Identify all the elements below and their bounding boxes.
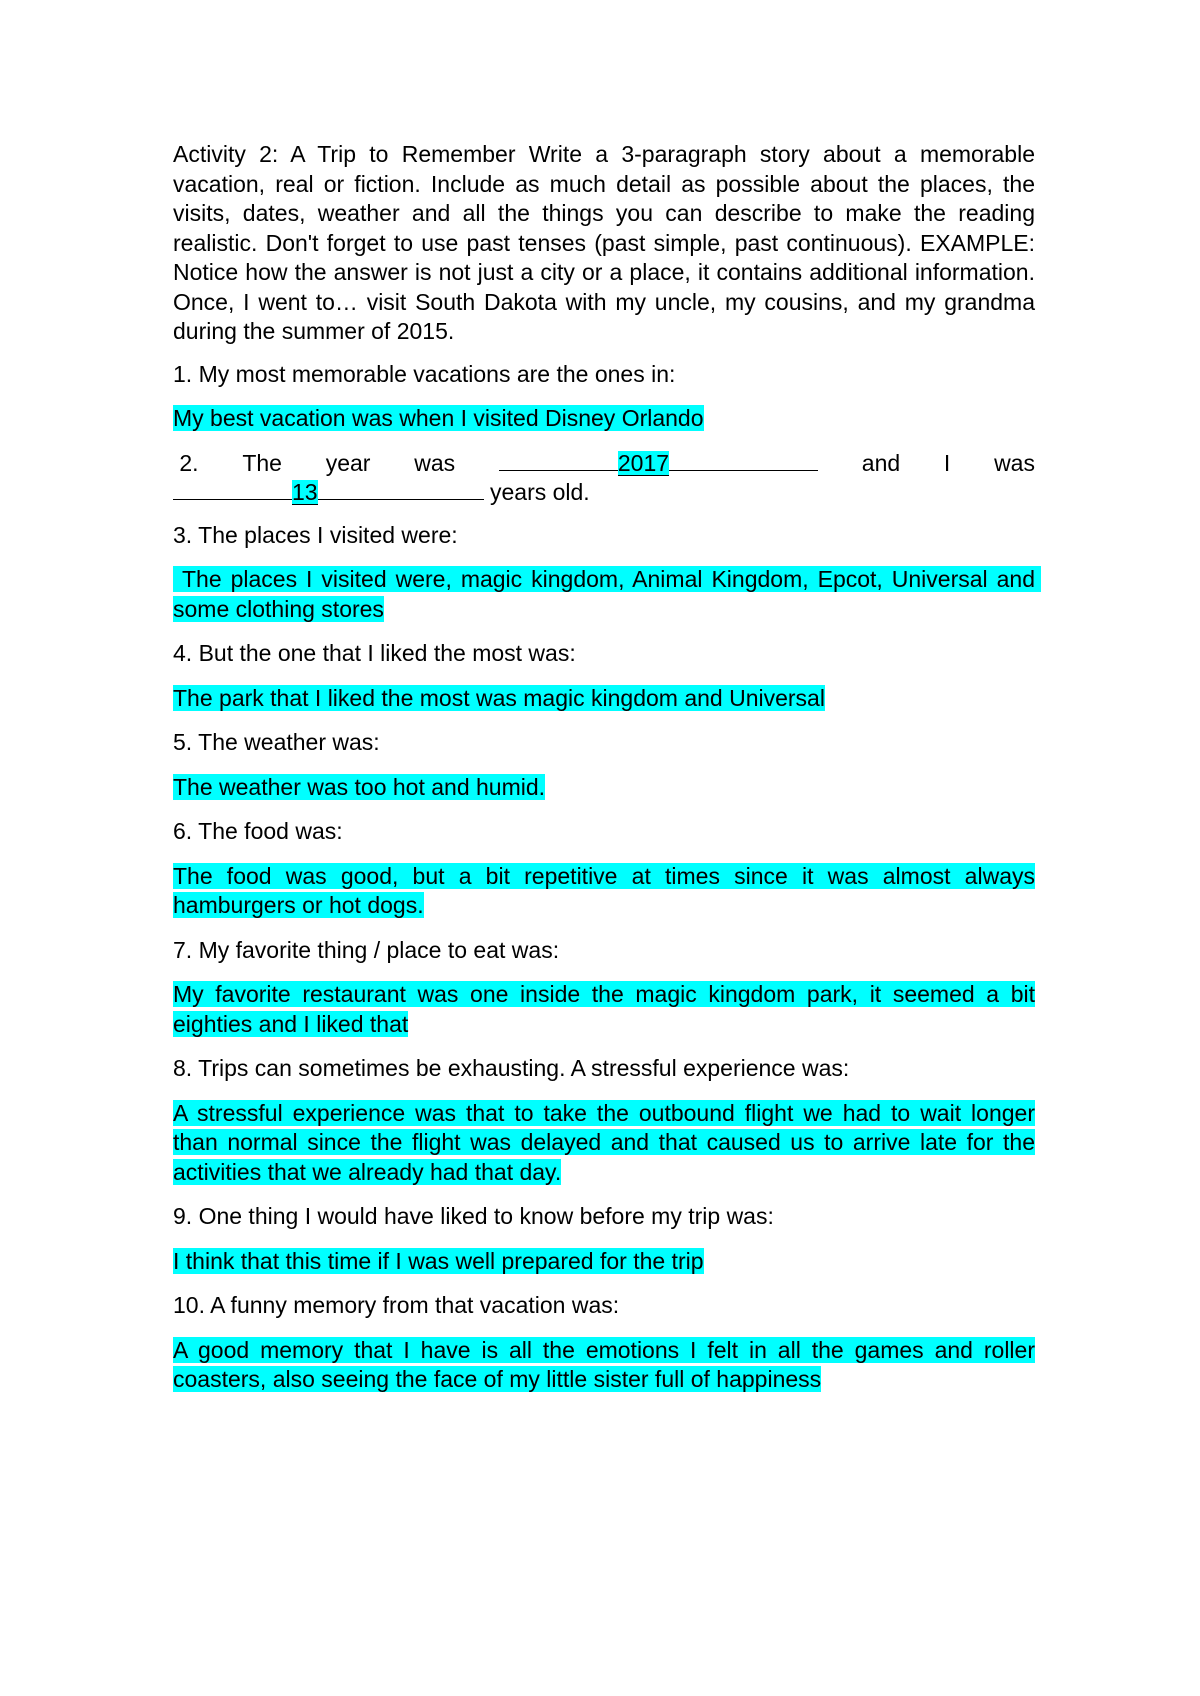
question-2-number: 2. (179, 449, 199, 476)
answer-1-text: My best vacation was when I visited Disney Orlando (173, 405, 704, 431)
question-8: 8. Trips can sometimes be exhausting. A stressful experience was: (173, 1055, 850, 1081)
age-blank (173, 479, 484, 505)
question-2 (173, 449, 1035, 508)
question-10: 10. A funny memory from that vacation was: (173, 1292, 620, 1318)
age-value: 13 (292, 479, 318, 505)
year-value: 2017 (617, 449, 670, 476)
question-2-line-2 (173, 478, 1035, 508)
answer-6-text: The food was good, but a bit repetitive at times since it was almost always hamburgers or hot dogs. (173, 862, 1035, 918)
age-blank-underline-left (173, 499, 292, 500)
answer-7 (173, 980, 1035, 1039)
question-6: 6. The food was: (173, 818, 343, 844)
question-4: 4. But the one that I liked the most was: (173, 640, 576, 666)
question-2-suffix: years old. (489, 479, 590, 505)
question-9: 9. One thing I would have liked to know before my trip was: (173, 1203, 774, 1229)
answer-8 (173, 1099, 1035, 1188)
answer-10 (173, 1336, 1035, 1395)
question-2-word-the: The (242, 449, 282, 476)
answer-5 (173, 773, 1035, 803)
answer-6 (173, 862, 1035, 921)
answer-8-text: A stressful experience was that to take the outbound flight we had to wait longer than normal since the flight was delayed and that caused us to arrive late for the activities that we already had that day. (173, 1099, 1035, 1185)
question-2-word-year: year (325, 449, 371, 476)
answer-9 (173, 1247, 1035, 1277)
question-7: 7. My favorite thing / place to eat was: (173, 936, 560, 963)
document-page (173, 140, 1042, 1410)
question-2-word-was: was (414, 449, 456, 476)
answer-9-text: I think that this time if I was well prepared for the trip (173, 1247, 704, 1274)
question-5: 5. The weather was: (173, 729, 380, 755)
answer-4 (173, 684, 1035, 714)
question-2-word-and: and (861, 449, 901, 476)
question-2-line-1 (173, 449, 1035, 479)
answer-7-text: My favorite restaurant was one inside the magic kingdom park, it seemed a bit eighties and I liked that (173, 981, 1035, 1037)
question-1: 1. My most memorable vacations are the ones in: (173, 360, 676, 387)
answer-3-text: The places I visited were, magic kingdom, Animal Kingdom, Epcot, Universal and some clothing stores (173, 566, 1042, 622)
question-2-word-i: I (943, 449, 951, 476)
answer-1 (173, 404, 1035, 434)
question-3: 3. The places I visited were: (173, 521, 458, 548)
age-blank-underline-right (318, 499, 484, 500)
year-blank (499, 449, 818, 479)
answer-5-text: The weather was too hot and humid. (173, 773, 546, 800)
year-blank-underline-left (499, 470, 618, 471)
question-2-word-was-2: was (994, 449, 1035, 476)
answer-3 (173, 565, 1042, 624)
answer-10-text: A good memory that I have is all the emotions I felt in all the games and roller coasters, also seeing the face of my little sister full of happiness (173, 1336, 1035, 1392)
year-blank-underline-right (669, 470, 818, 471)
activity-instructions: Activity 2: A Trip to Remember Write a 3-paragraph story about a memorable vacation, real or fiction. Include as much detail as possible about the places, the visits, dates, weather and all the things you can describe to make the reading realistic. Don't forget to use past tenses (past simple, past continuous). EXAMPLE: Notice how the answer is not just a city or a place, it contains additional information. Once, I went to… visit South Dakota with my uncle, my cousins, and my grandma during the summer of 2015. (173, 141, 1035, 344)
answer-4-text: The park that I liked the most was magic kingdom and Universal (173, 684, 825, 711)
